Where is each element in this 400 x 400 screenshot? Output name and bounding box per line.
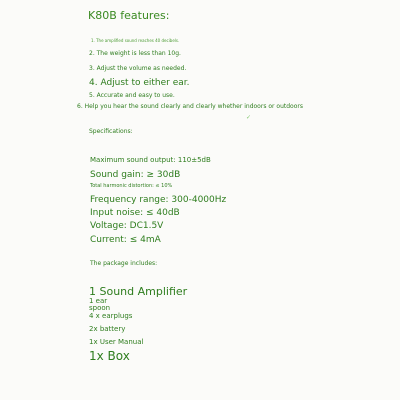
package-item-amplifier: 1 Sound Amplifier [89,285,188,298]
specifications-heading: Specifications: [89,128,133,135]
package-item-manual: 1x User Manual [89,338,144,346]
package-item-box: 1x Box [89,349,130,363]
spec-max-output: Maximum sound output: 110±5dB [90,156,211,164]
feature-item-1: 1. The amplified sound reaches 40 decibels. [91,38,180,43]
spec-current: Current: ≤ 4mA [90,235,161,245]
feature-item-2: 2. The weight is less than 10g. [89,50,181,57]
package-heading: The package includes: [90,260,158,267]
spec-input-noise: Input noise: ≤ 40dB [90,208,180,218]
feature-item-4: 4. Adjust to either ear. [89,78,190,88]
package-item-earplugs: 4 x earplugs [89,312,133,320]
decorative-mark-icon: ° [121,266,123,271]
spec-frequency-range: Frequency range: 300-4000Hz [90,195,227,205]
feature-item-3: 3. Adjust the volume as needed. [89,65,187,72]
feature-item-5: 5. Accurate and easy to use. [89,92,175,99]
package-item-battery: 2x battery [89,325,126,333]
spec-voltage: Voltage: DC1.5V [90,221,164,231]
spec-thd: Total harmonic distortion: ≤ 10% [90,183,173,189]
package-item-ear-spoon: 1 ear spoon [89,297,111,312]
features-heading: K80B features: [88,9,170,22]
feature-item-6: 6. Help you hear the sound clearly and clearly whether indoors or outdoors [77,103,303,110]
spec-sound-gain: Sound gain: ≥ 30dB [90,170,181,180]
checkmark-icon: ✓ [246,114,252,121]
